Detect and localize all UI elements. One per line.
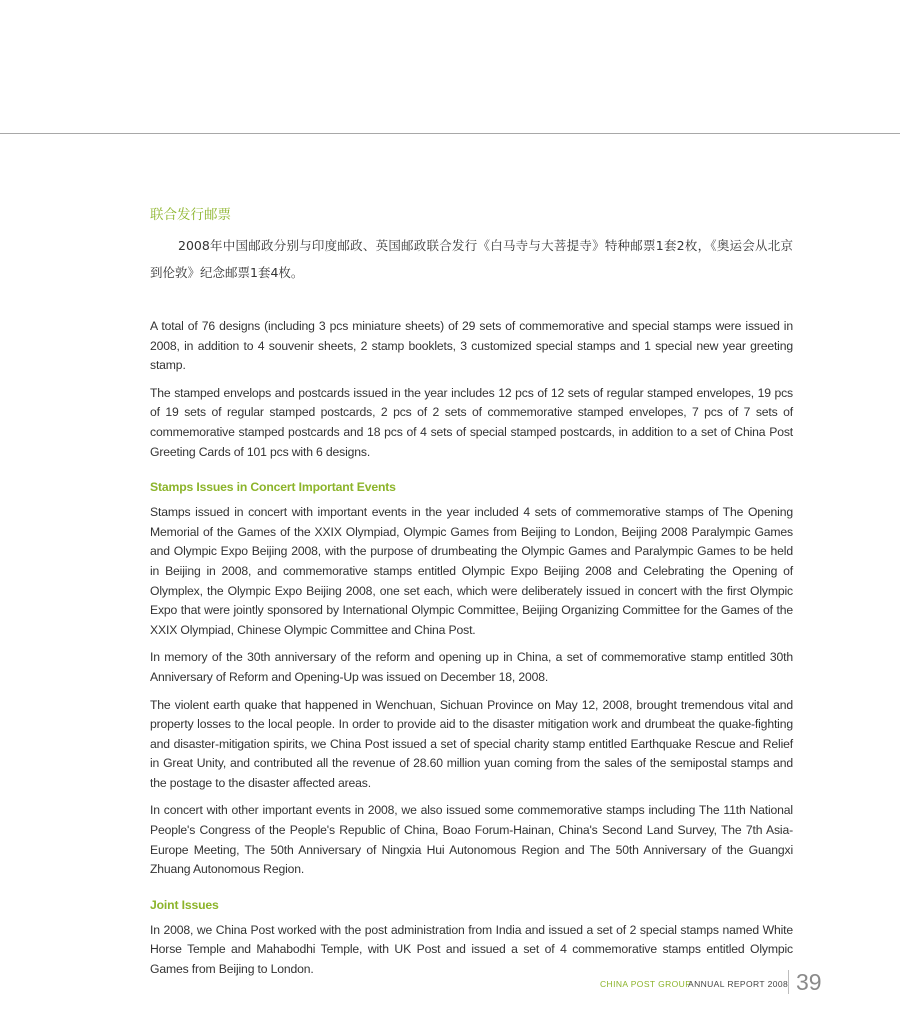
chinese-section-heading: 联合发行邮票 [150,207,231,223]
paragraph-olympic-stamps: Stamps issued in concert with important events in the year included 4 sets of commemorative stamps of The Opening Memorial of the Games of the XXIX Olympiad, Olympic Games from Beijing to London, Beijing 2008 Paralympic Games and Olympic Expo Beijing 2008, with the purpose of drumbeating the Olympic Games and Paralympic Games to be held in Beijing in 2008, and commemorative stamps entitled Olympic Expo Beijing 2008 and Celebrating the Opening of Olymplex, the Olympic Expo Beijing 2008, one set each, which were deliberately issued in concert with the first Olympic Expo that were jointly sponsored by International Olympic Committee, Beijing Organizing Committee for the Games of the XXIX Olympiad, Chinese Olympic Committee and China Post. [150,505,793,637]
header-rule [0,133,900,134]
paragraph-joint-issues: In 2008, we China Post worked with the post administration from India and issued a set of 2 special stamps named White Horse Temple and Mahabodhi Temple, with UK Post and issued a set of 4 commemorative stamps entitled Olympic Games from Beijing to London. [150,922,793,977]
chinese-paragraph: 2008年中国邮政分别与印度邮政、英国邮政联合发行《白马寺与大菩提寺》特种邮票1套2枚，《奥运会从北京到伦敦》纪念邮票1套4枚。 [150,238,793,280]
footer-divider [788,970,789,994]
footer-organization: CHINA POST GROUP [600,979,692,989]
paragraph-stamp-designs: A total of 76 designs (including 3 pcs miniature sheets) of 29 sets of commemorative and special stamps were issued in 2008, in addition to 4 souvenir sheets, 2 stamp booklets, 3 customized special stamps and 1 special new year greeting stamp. [150,319,793,373]
section-heading-concert-events: Stamps Issues in Concert Important Events [150,480,396,495]
page-footer [600,968,860,996]
page-number: 39 [796,969,822,995]
section-heading-joint-issues: Joint Issues [150,897,219,912]
paragraph-reform-anniversary: In memory of the 30th anniversary of the reform and opening up in China, a set of commemorative stamp entitled 30th Anniversary of Reform and Opening-Up was issued on December 18, 2008. [150,650,793,684]
footer-report-title: ANNUAL REPORT 2008 [688,979,789,989]
paragraph-earthquake-relief: The violent earth quake that happened in Wenchuan, Sichuan Province on May 12, 2008, brought tremendous vital and property losses to the local people. In order to provide aid to the disaster mitigation work and drumbeat the quake-fighting and disaster-mitigation spirits, we China Post issued a set of special charity stamp entitled Earthquake Rescue and Relief in Great Unity, and contributed all the revenue of 28.60 million yuan coming from the sales of the semipostal stamps and the postage to the disaster affected areas. [150,697,793,790]
page-content [150,204,793,988]
paragraph-envelopes-postcards: The stamped envelops and postcards issued in the year includes 12 pcs of 12 sets of regular stamped envelopes, 19 pcs of 19 sets of regular stamped postcards, 2 pcs of 2 sets of commemorative stamped envelopes, 7 pcs of 7 sets of commemorative stamped postcards and 18 pcs of 4 sets of special stamped postcards, in addition to a set of China Post Greeting Cards of 101 pcs with 6 designs. [150,385,793,459]
paragraph-other-events: In concert with other important events in 2008, we also issued some commemorative stamps including The 11th National People's Congress of the People's Republic of China, Boao Forum-Hainan, China's Second Land Survey, The 7th Asia-Europe Meeting, The 50th Anniversary of Ningxia Hui Autonomous Region and The 50th Anniversary of the Guangxi Zhuang Autonomous Region. [150,803,793,877]
